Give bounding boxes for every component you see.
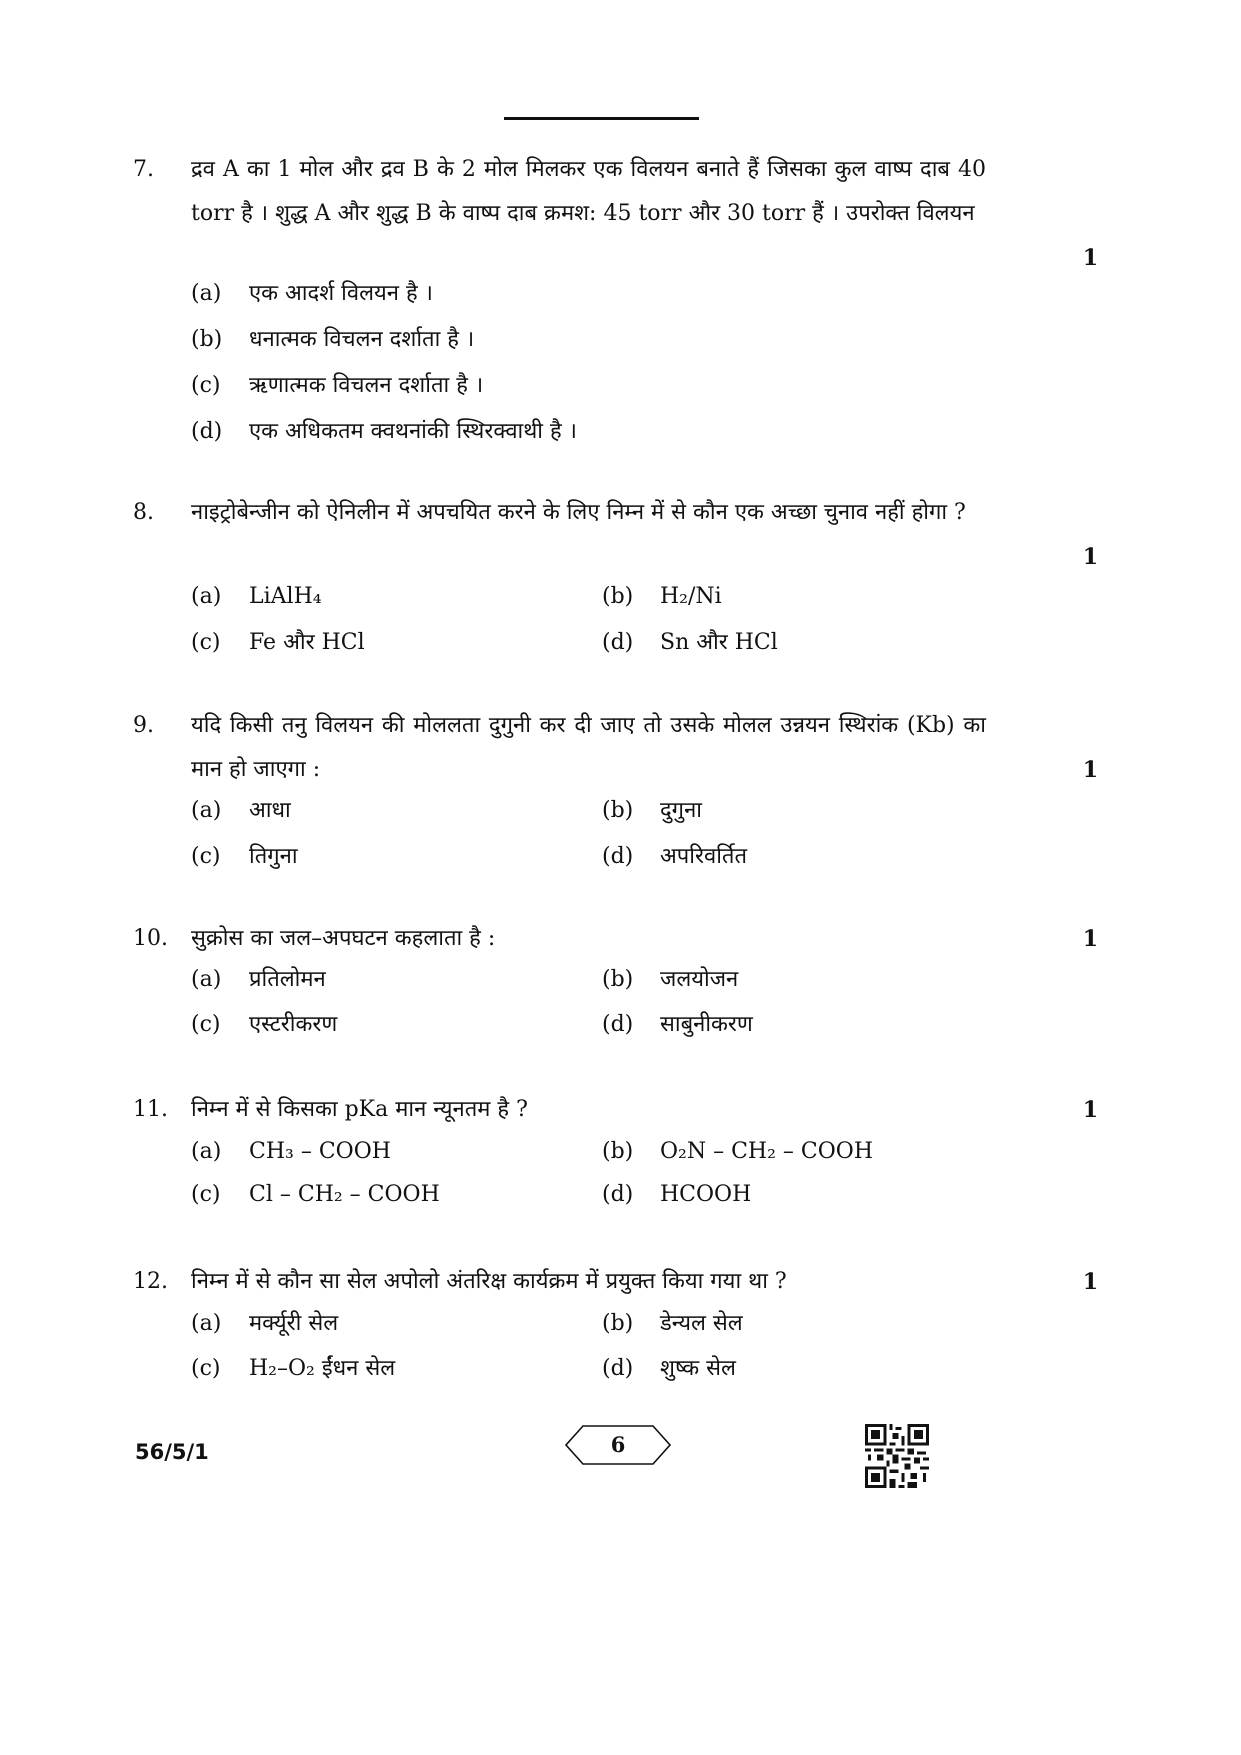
option-label: (a) xyxy=(191,1139,222,1164)
question-text: द्रव A का 1 मोल और द्रव B के 2 मोल मिलकर एक विलयन बनाते हैं जिसका कुल वाष्प दाब 40 torr है । शुद्ध A और शुद्ध B के वाष्प दाब क्रमश: 45 torr और 30 torr हैं । उपरोक्त विलयन xyxy=(191,157,986,226)
question-number: 9. xyxy=(133,713,154,738)
question-10 xyxy=(133,917,1098,961)
option-label: (c) xyxy=(191,1182,221,1207)
question-marks: 1 xyxy=(1082,926,1098,952)
question-number: 12. xyxy=(133,1269,168,1294)
option-text: डेन्यल सेल xyxy=(660,1311,743,1336)
top-divider xyxy=(504,117,699,120)
paper-code: 56/5/1 xyxy=(135,1440,209,1464)
option-text: धनात्मक विचलन दर्शाता है । xyxy=(249,327,475,352)
option-text: शुष्क सेल xyxy=(660,1356,736,1381)
option-text: O₂N – CH₂ – COOH xyxy=(660,1139,874,1164)
option-text: H₂/Ni xyxy=(660,584,722,609)
option-label: (a) xyxy=(191,1311,222,1336)
option-text: दुगुना xyxy=(660,798,702,823)
option-label: (d) xyxy=(602,630,634,655)
option-label: (d) xyxy=(602,1356,634,1381)
option-text: साबुनीकरण xyxy=(660,1012,753,1037)
question-marks: 1 xyxy=(1082,757,1098,783)
option-text: CH₃ – COOH xyxy=(249,1139,391,1164)
option-label: (a) xyxy=(191,967,222,992)
option-text: मर्क्यूरी सेल xyxy=(249,1311,339,1336)
option-label: (c) xyxy=(191,373,221,398)
option-text: तिगुना xyxy=(249,844,298,869)
option-label: (c) xyxy=(191,1012,221,1037)
option-label: (c) xyxy=(191,844,221,869)
question-7 xyxy=(133,148,1098,280)
option-text: HCOOH xyxy=(660,1182,752,1207)
option-label: (c) xyxy=(191,1356,221,1381)
option-label: (b) xyxy=(602,584,634,609)
option-text: LiAlH₄ xyxy=(249,584,322,609)
option-label: (a) xyxy=(191,281,222,306)
question-12 xyxy=(133,1260,1098,1304)
option-label: (a) xyxy=(191,584,222,609)
question-number: 8. xyxy=(133,500,154,525)
question-number: 11. xyxy=(133,1097,168,1122)
question-text: सुक्रोस का जल–अपघटन कहलाता है : xyxy=(191,926,496,951)
option-text: Sn और HCl xyxy=(660,630,778,655)
question-8 xyxy=(133,491,1098,579)
option-label: (a) xyxy=(191,798,222,823)
option-label: (d) xyxy=(602,844,634,869)
question-marks: 1 xyxy=(1082,1097,1098,1123)
option-text: एक अधिकतम क्वथनांकी स्थिरक्वाथी है । xyxy=(249,419,578,444)
page-number-badge xyxy=(565,1425,671,1465)
question-number: 10. xyxy=(133,926,168,951)
option-text: एस्टरीकरण xyxy=(249,1012,338,1037)
option-text: प्रतिलोमन xyxy=(249,967,326,992)
option-label: (d) xyxy=(191,419,223,444)
qr-code-icon xyxy=(865,1424,929,1488)
question-9 xyxy=(133,704,1098,792)
question-text: यदि किसी तनु विलयन की मोललता दुगुनी कर दी जाए तो उसके मोलल उन्नयन स्थिरांक (Kb) का मान हो जाएगा : xyxy=(191,713,986,782)
question-marks: 1 xyxy=(1082,1269,1098,1295)
question-marks: 1 xyxy=(1082,245,1098,271)
question-11 xyxy=(133,1088,1098,1132)
option-label: (d) xyxy=(602,1182,634,1207)
option-label: (b) xyxy=(602,1311,634,1336)
option-text: अपरिवर्तित xyxy=(660,844,748,869)
option-text: Fe और HCl xyxy=(249,630,365,655)
option-label: (b) xyxy=(602,1139,634,1164)
question-number: 7. xyxy=(133,157,154,182)
option-text: H₂–O₂ ईंधन सेल xyxy=(249,1356,396,1381)
option-label: (b) xyxy=(602,798,634,823)
option-label: (b) xyxy=(191,327,223,352)
option-text: Cl – CH₂ – COOH xyxy=(249,1182,440,1207)
question-text: निम्न में से कौन सा सेल अपोलो अंतरिक्ष कार्यक्रम में प्रयुक्त किया गया था ? xyxy=(191,1269,787,1294)
option-label: (b) xyxy=(602,967,634,992)
option-text: एक आदर्श विलयन है । xyxy=(249,281,433,306)
question-marks: 1 xyxy=(1082,544,1098,570)
page-number: 6 xyxy=(610,1432,626,1457)
option-label: (c) xyxy=(191,630,221,655)
option-label: (d) xyxy=(602,1012,634,1037)
option-text: ऋणात्मक विचलन दर्शाता है । xyxy=(249,373,484,398)
question-text: नाइट्रोबेन्जीन को ऐनिलीन में अपचयित करने के लिए निम्न में से कौन एक अच्छा चुनाव नहीं होगा ? xyxy=(191,500,966,525)
option-text: जलयोजन xyxy=(660,967,739,992)
question-text: निम्न में से किसका pKa मान न्यूनतम है ? xyxy=(191,1097,528,1122)
option-text: आधा xyxy=(249,798,291,823)
